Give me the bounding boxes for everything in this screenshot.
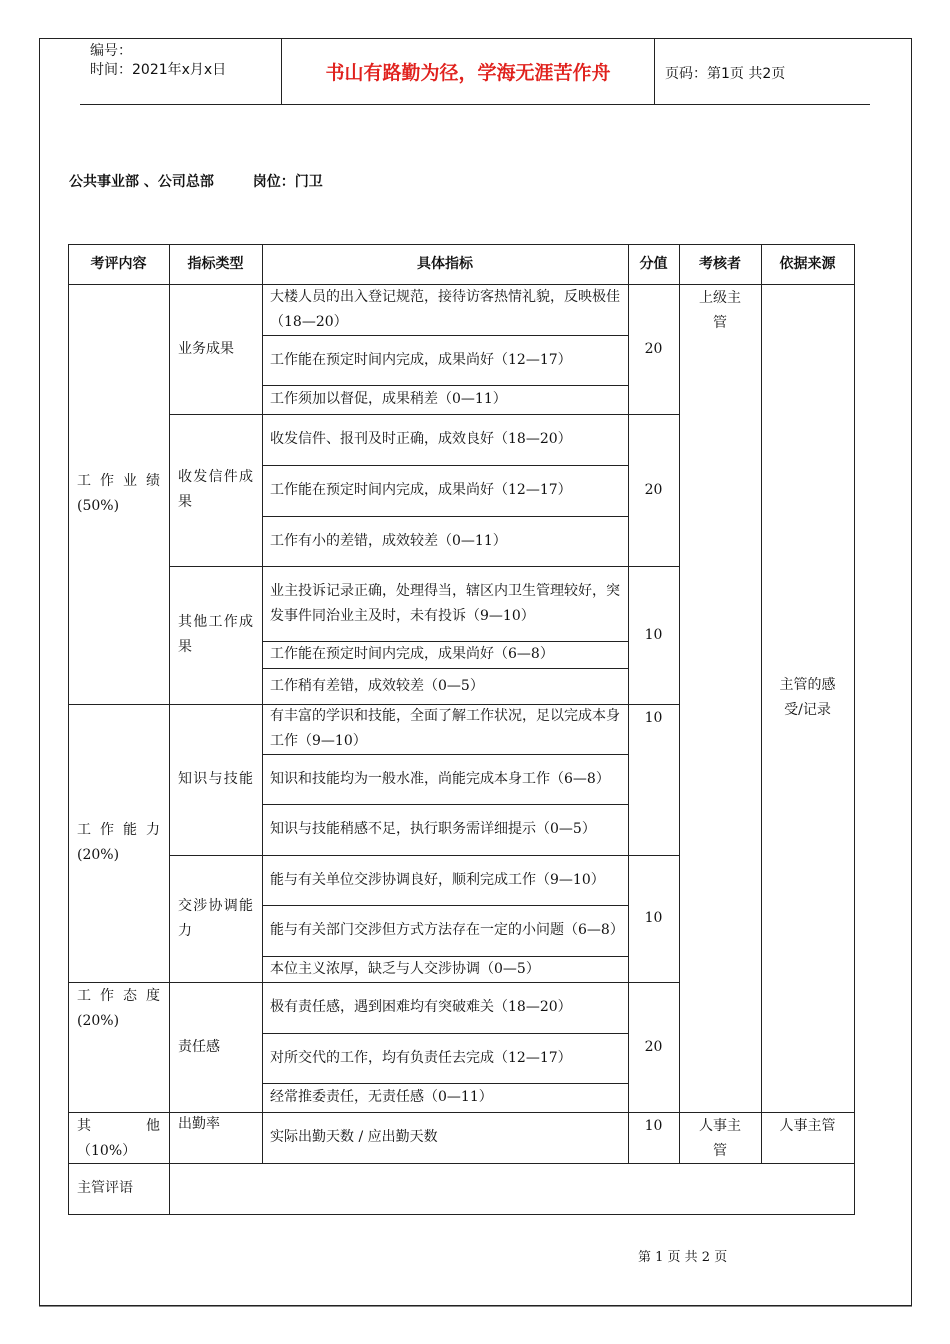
category-cell-part: （10%） xyxy=(77,1143,137,1159)
remarks-label-text: 主管评语 xyxy=(77,1180,133,1196)
indicator-cell-text: 能与有关部门交涉但方式方法存在一定的小问题（6—8） xyxy=(270,922,624,938)
indicator-type xyxy=(169,704,262,855)
indicator-cell xyxy=(262,905,628,956)
indicator-cell xyxy=(262,335,628,385)
table-rule xyxy=(262,668,628,669)
indicator-cell-text: 工作能在预定时间内完成，成果尚好（12—17） xyxy=(270,482,572,498)
indicator-type xyxy=(169,284,262,414)
indicator-cell-text: 极有责任感，遇到困难均有突破难关（18—20） xyxy=(270,999,572,1015)
column-header-text: 具体指标 xyxy=(417,255,473,272)
table-rule xyxy=(679,1112,854,1113)
indicator-cell xyxy=(262,804,628,855)
remarks-label xyxy=(68,1163,169,1214)
column-header xyxy=(262,244,628,284)
indicator-type-text: 责任感 xyxy=(178,1038,220,1055)
category-cell-part: 工作态度 xyxy=(77,988,160,1004)
indicator-cell xyxy=(262,668,628,704)
indicator-type-text: 其他工作成果 xyxy=(178,614,253,655)
indicator-cell xyxy=(262,956,628,982)
score-cell-text: 20 xyxy=(644,1038,663,1055)
table-rule xyxy=(68,704,169,705)
position: 岗位：门卫 xyxy=(252,174,323,190)
indicator-cell xyxy=(262,1033,628,1083)
indicator-type-text: 业务成果 xyxy=(178,340,234,357)
indicator-cell xyxy=(262,982,628,1033)
source-cell-text: 主管的感受/记录 xyxy=(779,677,836,718)
table-rule xyxy=(262,804,628,805)
department: 公共事业部 、公司总部 xyxy=(69,174,214,190)
table-rule xyxy=(262,956,628,957)
category-cell xyxy=(68,704,169,982)
indicator-cell-text: 本位主义浓厚，缺乏与人交涉协调（0—5） xyxy=(270,960,540,977)
table-rule xyxy=(679,244,680,1163)
table-rule xyxy=(262,1033,628,1034)
source-cell xyxy=(761,1112,854,1163)
score-cell xyxy=(628,982,679,1112)
category-cell-part: (20%) xyxy=(77,1013,120,1029)
column-header-text: 指标类型 xyxy=(187,255,244,272)
table-rule xyxy=(262,465,628,466)
column-header xyxy=(169,244,262,284)
category-cell xyxy=(68,284,169,704)
score-cell-text: 10 xyxy=(644,626,663,643)
indicator-cell-text: 能与有关单位交涉协调良好，顺利完成工作（9—10） xyxy=(270,871,605,888)
indicator-cell-text: 有丰富的学识和技能，全面了解工作状况，足以完成本身工作（9—10） xyxy=(270,708,620,749)
category-cell xyxy=(68,1112,169,1163)
category-cell-part: 其他 xyxy=(77,1118,160,1134)
score-cell xyxy=(628,566,679,704)
indicator-cell-text: 经常推委责任，无责任感（0—11） xyxy=(270,1089,493,1105)
indicator-type-text: 交涉协调能力 xyxy=(178,897,253,939)
column-header xyxy=(761,244,854,284)
score-cell-text: 10 xyxy=(644,1118,663,1134)
evaluation-table xyxy=(68,244,854,1214)
indicator-cell-text: 知识和技能均为一般水准，尚能完成本身工作（6—8） xyxy=(270,770,610,787)
indicator-cell-text: 工作稍有差错，成效较差（0—5） xyxy=(270,677,484,694)
header-left xyxy=(90,42,226,80)
table-rule xyxy=(68,244,854,245)
department-line xyxy=(69,171,357,191)
table-rule xyxy=(169,1112,679,1113)
score-cell xyxy=(628,1112,679,1163)
category-cell-part: (50%) xyxy=(77,498,120,514)
indicator-cell xyxy=(262,704,628,754)
page-footer: 第 1 页 共 2 页 xyxy=(638,1250,728,1265)
number-label: 编号： xyxy=(90,43,132,59)
column-header xyxy=(679,244,761,284)
indicator-cell xyxy=(262,754,628,804)
indicator-type xyxy=(169,414,262,566)
table-rule xyxy=(68,1112,169,1113)
indicator-type-text: 收发信件成果 xyxy=(178,469,253,510)
indicator-cell xyxy=(262,1083,628,1112)
indicator-cell xyxy=(262,1112,628,1163)
table-rule xyxy=(169,982,679,983)
indicator-cell-text: 对所交代的工作，均有负责任去完成（12—17） xyxy=(270,1049,572,1066)
table-rule xyxy=(854,244,855,1215)
indicator-cell xyxy=(262,566,628,641)
indicator-cell xyxy=(262,414,628,465)
assessor-cell xyxy=(679,1112,761,1163)
page-info: 页码：第1页 共2页 xyxy=(665,66,786,82)
page-header xyxy=(80,38,870,105)
category-cell-part: 工作能力 xyxy=(77,822,160,838)
table-rule xyxy=(68,982,169,983)
indicator-cell-text: 工作须加以督促，成果稍差（0—11） xyxy=(270,391,507,407)
indicator-cell xyxy=(262,465,628,516)
score-cell-text: 20 xyxy=(644,340,663,357)
score-cell-text: 10 xyxy=(644,910,663,926)
table-rule xyxy=(262,905,628,906)
table-rule xyxy=(262,1083,628,1084)
score-cell-text: 10 xyxy=(644,710,663,726)
motto: 书山有路勤为径，学海无涯苦作舟 xyxy=(281,38,655,104)
table-rule xyxy=(68,1163,854,1164)
source-cell xyxy=(761,284,854,1112)
table-rule xyxy=(169,414,679,415)
score-cell xyxy=(628,284,679,414)
indicator-cell-text: 大楼人员的出入登记规范，接待访客热情礼貌，反映极佳（18—20） xyxy=(270,288,620,330)
assessor-cell-text: 人事主管 xyxy=(699,1118,741,1159)
table-rule xyxy=(761,244,762,1163)
indicator-cell-text: 工作能在预定时间内完成，成果尚好（12—17） xyxy=(270,351,572,368)
table-rule xyxy=(68,284,854,285)
indicator-type xyxy=(169,1112,262,1163)
column-header xyxy=(628,244,679,284)
table-rule xyxy=(262,385,628,386)
indicator-type xyxy=(169,855,262,982)
table-rule xyxy=(262,641,628,642)
indicator-cell xyxy=(262,641,628,668)
indicator-type-text: 知识与技能 xyxy=(178,771,253,787)
score-cell xyxy=(628,855,679,982)
indicator-type-text: 出勤率 xyxy=(178,1116,220,1132)
indicator-type xyxy=(169,982,262,1112)
indicator-cell-text: 实际出勤天数 / 应出勤天数 xyxy=(270,1129,438,1145)
date-label: 时间：2021年x月x日 xyxy=(90,62,227,78)
indicator-cell xyxy=(262,855,628,905)
assessor-cell-text: 上级主管 xyxy=(699,290,741,331)
table-rule xyxy=(169,244,170,1214)
column-header xyxy=(68,244,169,284)
table-rule xyxy=(262,516,628,517)
table-rule xyxy=(169,566,679,567)
indicator-cell xyxy=(262,284,628,335)
table-rule xyxy=(68,244,69,1214)
column-header-text: 考核者 xyxy=(699,255,741,272)
score-cell xyxy=(628,414,679,566)
indicator-cell xyxy=(262,385,628,414)
indicator-type xyxy=(169,566,262,704)
indicator-cell-text: 工作有小的差错，成效较差（0—11） xyxy=(270,532,507,549)
assessor-cell xyxy=(679,284,761,1112)
table-rule xyxy=(68,1214,855,1215)
remarks-field xyxy=(169,1163,854,1214)
indicator-cell xyxy=(262,516,628,566)
table-rule xyxy=(169,704,679,705)
score-cell-text: 20 xyxy=(644,481,663,498)
category-cell xyxy=(68,982,169,1112)
table-rule xyxy=(262,754,628,755)
column-header-text: 分值 xyxy=(639,255,668,272)
category-cell-part: 工作业绩 xyxy=(77,473,160,489)
category-cell-part: (20%) xyxy=(77,847,120,863)
column-header-text: 考评内容 xyxy=(90,255,147,272)
score-cell xyxy=(628,704,679,855)
table-rule xyxy=(262,335,628,336)
indicator-cell-text: 业主投诉记录正确，处理得当，辖区内卫生管理较好，突发事件同治业主及时，未有投诉（9—10） xyxy=(270,582,620,624)
indicator-cell-text: 工作能在预定时间内完成，成果尚好（6—8） xyxy=(270,646,554,662)
column-header-text: 依据来源 xyxy=(779,255,836,272)
indicator-cell-text: 知识与技能稍感不足，执行职务需详细提示（0—5） xyxy=(270,821,596,837)
source-cell-text: 人事主管 xyxy=(779,1118,836,1134)
table-rule xyxy=(169,855,679,856)
indicator-cell-text: 收发信件、报刊及时正确，成效良好（18—20） xyxy=(270,431,572,447)
